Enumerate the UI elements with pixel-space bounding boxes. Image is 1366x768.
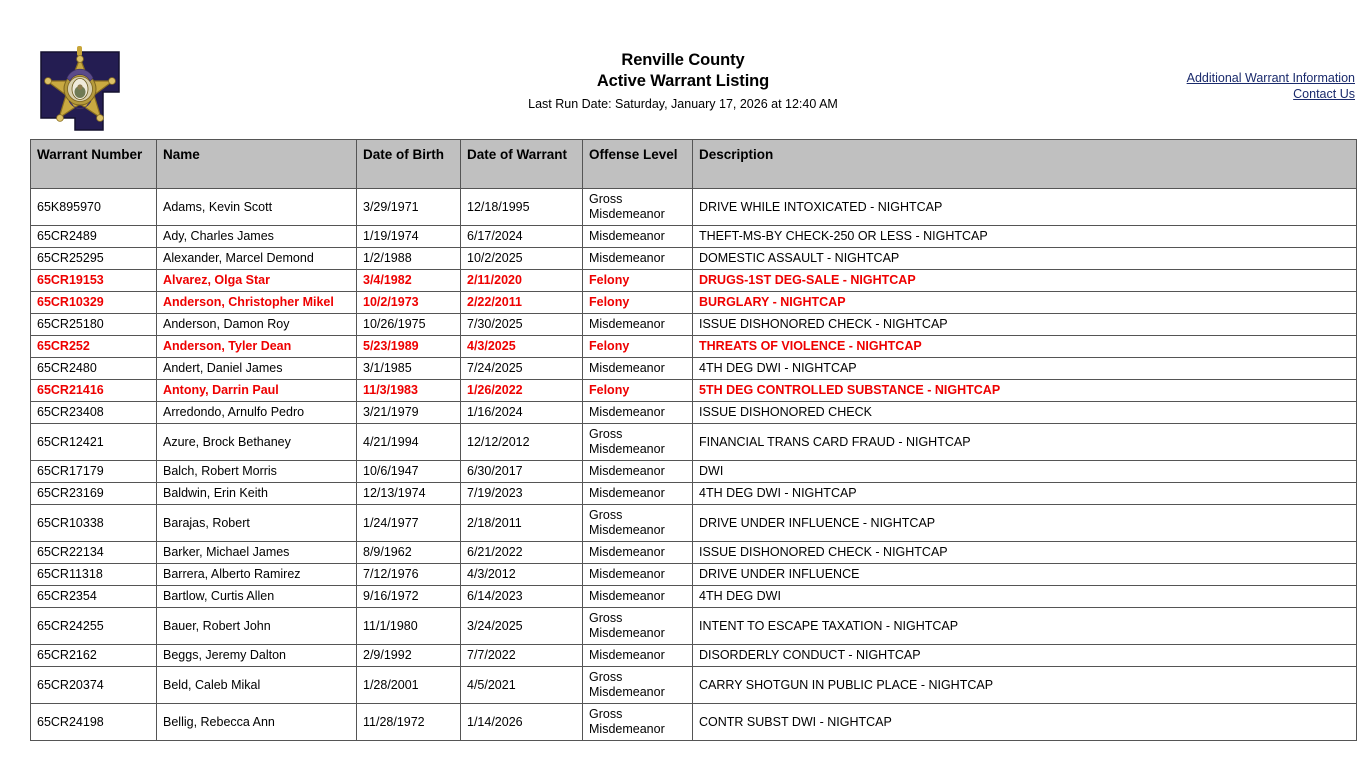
cell-warrant-number: 65CR2480 (31, 358, 157, 380)
cell-date-of-birth: 11/28/1972 (357, 704, 461, 741)
cell-warrant-number: 65CR20374 (31, 667, 157, 704)
cell-date-of-warrant: 4/3/2012 (461, 564, 583, 586)
cell-name: Barker, Michael James (157, 542, 357, 564)
cell-offense-level: Felony (583, 292, 693, 314)
cell-date-of-warrant: 7/30/2025 (461, 314, 583, 336)
cell-warrant-number: 65CR19153 (31, 270, 157, 292)
cell-name: Alvarez, Olga Star (157, 270, 357, 292)
cell-date-of-warrant: 1/26/2022 (461, 380, 583, 402)
cell-offense-level: Misdemeanor (583, 461, 693, 483)
cell-warrant-number: 65CR12421 (31, 424, 157, 461)
title-block (0, 50, 1366, 114)
cell-name: Antony, Darrin Paul (157, 380, 357, 402)
table-row[interactable] (31, 189, 1357, 226)
warrant-table (30, 139, 1357, 741)
cell-name: Alexander, Marcel Demond (157, 248, 357, 270)
cell-date-of-birth: 11/1/1980 (357, 608, 461, 645)
cell-date-of-birth: 11/3/1983 (357, 380, 461, 402)
cell-date-of-birth: 10/26/1975 (357, 314, 461, 336)
cell-name: Bauer, Robert John (157, 608, 357, 645)
table-row[interactable] (31, 248, 1357, 270)
table-row[interactable] (31, 226, 1357, 248)
cell-offense-level: Misdemeanor (583, 564, 693, 586)
table-row[interactable] (31, 483, 1357, 505)
cell-date-of-birth: 10/2/1973 (357, 292, 461, 314)
cell-offense-level: Gross Misdemeanor (583, 608, 693, 645)
cell-offense-level: Gross Misdemeanor (583, 424, 693, 461)
table-row[interactable] (31, 704, 1357, 741)
cell-date-of-birth: 1/2/1988 (357, 248, 461, 270)
table-row[interactable] (31, 424, 1357, 461)
cell-warrant-number: 65CR252 (31, 336, 157, 358)
table-row[interactable] (31, 645, 1357, 667)
column-header-name[interactable]: Name (157, 140, 357, 189)
cell-date-of-birth: 1/24/1977 (357, 505, 461, 542)
cell-description: DRIVE UNDER INFLUENCE - NIGHTCAP (693, 505, 1357, 542)
cell-date-of-warrant: 4/5/2021 (461, 667, 583, 704)
cell-offense-level: Misdemeanor (583, 314, 693, 336)
table-row[interactable] (31, 586, 1357, 608)
cell-offense-level: Misdemeanor (583, 645, 693, 667)
cell-description: BURGLARY - NIGHTCAP (693, 292, 1357, 314)
cell-name: Anderson, Damon Roy (157, 314, 357, 336)
cell-warrant-number: 65CR10338 (31, 505, 157, 542)
table-body (31, 189, 1357, 741)
cell-description: THEFT-MS-BY CHECK-250 OR LESS - NIGHTCAP (693, 226, 1357, 248)
column-header-warrant-number[interactable]: Warrant Number (31, 140, 157, 189)
table-row[interactable] (31, 402, 1357, 424)
cell-description: INTENT TO ESCAPE TAXATION - NIGHTCAP (693, 608, 1357, 645)
cell-description: DISORDERLY CONDUCT - NIGHTCAP (693, 645, 1357, 667)
cell-description: CONTR SUBST DWI - NIGHTCAP (693, 704, 1357, 741)
cell-description: ISSUE DISHONORED CHECK - NIGHTCAP (693, 314, 1357, 336)
cell-date-of-warrant: 6/30/2017 (461, 461, 583, 483)
cell-warrant-number: 65CR22134 (31, 542, 157, 564)
cell-name: Anderson, Christopher Mikel (157, 292, 357, 314)
cell-description: DOMESTIC ASSAULT - NIGHTCAP (693, 248, 1357, 270)
cell-warrant-number: 65CR25295 (31, 248, 157, 270)
additional-warrant-information-link[interactable]: Additional Warrant Information (1186, 71, 1355, 85)
table-row[interactable] (31, 608, 1357, 645)
cell-date-of-birth: 10/6/1947 (357, 461, 461, 483)
cell-description: ISSUE DISHONORED CHECK - NIGHTCAP (693, 542, 1357, 564)
cell-warrant-number: 65CR23169 (31, 483, 157, 505)
cell-name: Adams, Kevin Scott (157, 189, 357, 226)
cell-description: ISSUE DISHONORED CHECK (693, 402, 1357, 424)
cell-date-of-birth: 5/23/1989 (357, 336, 461, 358)
table-row[interactable] (31, 542, 1357, 564)
cell-date-of-warrant: 12/18/1995 (461, 189, 583, 226)
cell-name: Bartlow, Curtis Allen (157, 586, 357, 608)
column-header-description[interactable]: Description (693, 140, 1357, 189)
cell-date-of-birth: 2/9/1992 (357, 645, 461, 667)
cell-offense-level: Misdemeanor (583, 226, 693, 248)
cell-warrant-number: 65K895970 (31, 189, 157, 226)
sheriff-star-badge-icon (31, 44, 129, 138)
cell-date-of-birth: 4/21/1994 (357, 424, 461, 461)
cell-description: THREATS OF VIOLENCE - NIGHTCAP (693, 336, 1357, 358)
table-header-row (31, 140, 1357, 189)
cell-date-of-warrant: 7/7/2022 (461, 645, 583, 667)
cell-warrant-number: 65CR11318 (31, 564, 157, 586)
cell-offense-level: Gross Misdemeanor (583, 505, 693, 542)
cell-description: DWI (693, 461, 1357, 483)
column-header-offense-level[interactable]: Offense Level (583, 140, 693, 189)
cell-date-of-birth: 1/28/2001 (357, 667, 461, 704)
cell-warrant-number: 65CR2489 (31, 226, 157, 248)
cell-name: Ady, Charles James (157, 226, 357, 248)
cell-date-of-birth: 3/21/1979 (357, 402, 461, 424)
cell-description: CARRY SHOTGUN IN PUBLIC PLACE - NIGHTCAP (693, 667, 1357, 704)
table-row[interactable] (31, 505, 1357, 542)
cell-date-of-warrant: 2/11/2020 (461, 270, 583, 292)
cell-date-of-birth: 1/19/1974 (357, 226, 461, 248)
warrant-table-container (30, 139, 1356, 741)
column-header-date-of-birth[interactable]: Date of Birth (357, 140, 461, 189)
contact-us-link[interactable]: Contact Us (1293, 87, 1355, 101)
cell-warrant-number: 65CR17179 (31, 461, 157, 483)
cell-date-of-warrant: 4/3/2025 (461, 336, 583, 358)
cell-offense-level: Misdemeanor (583, 483, 693, 505)
header-links (1187, 70, 1355, 102)
cell-name: Azure, Brock Bethaney (157, 424, 357, 461)
table-row[interactable] (31, 292, 1357, 314)
cell-date-of-birth: 9/16/1972 (357, 586, 461, 608)
cell-date-of-warrant: 6/14/2023 (461, 586, 583, 608)
table-row[interactable] (31, 336, 1357, 358)
table-row[interactable] (31, 461, 1357, 483)
cell-date-of-warrant: 1/14/2026 (461, 704, 583, 741)
cell-name: Bellig, Rebecca Ann (157, 704, 357, 741)
cell-description: DRIVE UNDER INFLUENCE (693, 564, 1357, 586)
cell-date-of-warrant: 2/22/2011 (461, 292, 583, 314)
cell-date-of-warrant: 1/16/2024 (461, 402, 583, 424)
cell-warrant-number: 65CR24198 (31, 704, 157, 741)
cell-warrant-number: 65CR21416 (31, 380, 157, 402)
cell-name: Anderson, Tyler Dean (157, 336, 357, 358)
cell-name: Baldwin, Erin Keith (157, 483, 357, 505)
county-title: Renville County (621, 51, 745, 69)
cell-date-of-warrant: 2/18/2011 (461, 505, 583, 542)
cell-date-of-warrant: 7/24/2025 (461, 358, 583, 380)
cell-date-of-birth: 12/13/1974 (357, 483, 461, 505)
cell-date-of-birth: 7/12/1976 (357, 564, 461, 586)
cell-date-of-warrant: 7/19/2023 (461, 483, 583, 505)
cell-description: 4TH DEG DWI - NIGHTCAP (693, 358, 1357, 380)
table-header (31, 140, 1357, 189)
cell-date-of-birth: 8/9/1962 (357, 542, 461, 564)
cell-name: Barajas, Robert (157, 505, 357, 542)
cell-offense-level: Gross Misdemeanor (583, 189, 693, 226)
cell-warrant-number: 65CR25180 (31, 314, 157, 336)
cell-date-of-warrant: 10/2/2025 (461, 248, 583, 270)
table-row[interactable] (31, 667, 1357, 704)
table-row[interactable] (31, 380, 1357, 402)
cell-warrant-number: 65CR2354 (31, 586, 157, 608)
cell-date-of-warrant: 3/24/2025 (461, 608, 583, 645)
cell-name: Beld, Caleb Mikal (157, 667, 357, 704)
table-row[interactable] (31, 314, 1357, 336)
listing-title: Active Warrant Listing (596, 72, 770, 90)
cell-warrant-number: 65CR10329 (31, 292, 157, 314)
cell-description: DRIVE WHILE INTOXICATED - NIGHTCAP (693, 189, 1357, 226)
cell-offense-level: Felony (583, 380, 693, 402)
cell-name: Balch, Robert Morris (157, 461, 357, 483)
cell-date-of-warrant: 6/21/2022 (461, 542, 583, 564)
cell-date-of-warrant: 12/12/2012 (461, 424, 583, 461)
cell-warrant-number: 65CR23408 (31, 402, 157, 424)
cell-description: 4TH DEG DWI (693, 586, 1357, 608)
cell-description: 5TH DEG CONTROLLED SUBSTANCE - NIGHTCAP (693, 380, 1357, 402)
cell-offense-level: Misdemeanor (583, 586, 693, 608)
cell-warrant-number: 65CR2162 (31, 645, 157, 667)
cell-offense-level: Misdemeanor (583, 248, 693, 270)
last-run-date: Last Run Date: Saturday, January 17, 2026 at 12:40 AM (528, 97, 838, 111)
cell-name: Arredondo, Arnulfo Pedro (157, 402, 357, 424)
cell-offense-level: Felony (583, 270, 693, 292)
cell-description: FINANCIAL TRANS CARD FRAUD - NIGHTCAP (693, 424, 1357, 461)
cell-warrant-number: 65CR24255 (31, 608, 157, 645)
table-row[interactable] (31, 358, 1357, 380)
cell-offense-level: Gross Misdemeanor (583, 667, 693, 704)
table-row[interactable] (31, 564, 1357, 586)
cell-offense-level: Gross Misdemeanor (583, 704, 693, 741)
cell-date-of-birth: 3/4/1982 (357, 270, 461, 292)
cell-description: DRUGS-1ST DEG-SALE - NIGHTCAP (693, 270, 1357, 292)
cell-date-of-warrant: 6/17/2024 (461, 226, 583, 248)
page-header (0, 0, 1366, 128)
cell-offense-level: Misdemeanor (583, 542, 693, 564)
cell-offense-level: Felony (583, 336, 693, 358)
table-row[interactable] (31, 270, 1357, 292)
cell-offense-level: Misdemeanor (583, 402, 693, 424)
cell-date-of-birth: 3/1/1985 (357, 358, 461, 380)
column-header-date-of-warrant[interactable]: Date of Warrant (461, 140, 583, 189)
cell-name: Andert, Daniel James (157, 358, 357, 380)
cell-name: Beggs, Jeremy Dalton (157, 645, 357, 667)
cell-name: Barrera, Alberto Ramirez (157, 564, 357, 586)
cell-description: 4TH DEG DWI - NIGHTCAP (693, 483, 1357, 505)
cell-offense-level: Misdemeanor (583, 358, 693, 380)
cell-date-of-birth: 3/29/1971 (357, 189, 461, 226)
